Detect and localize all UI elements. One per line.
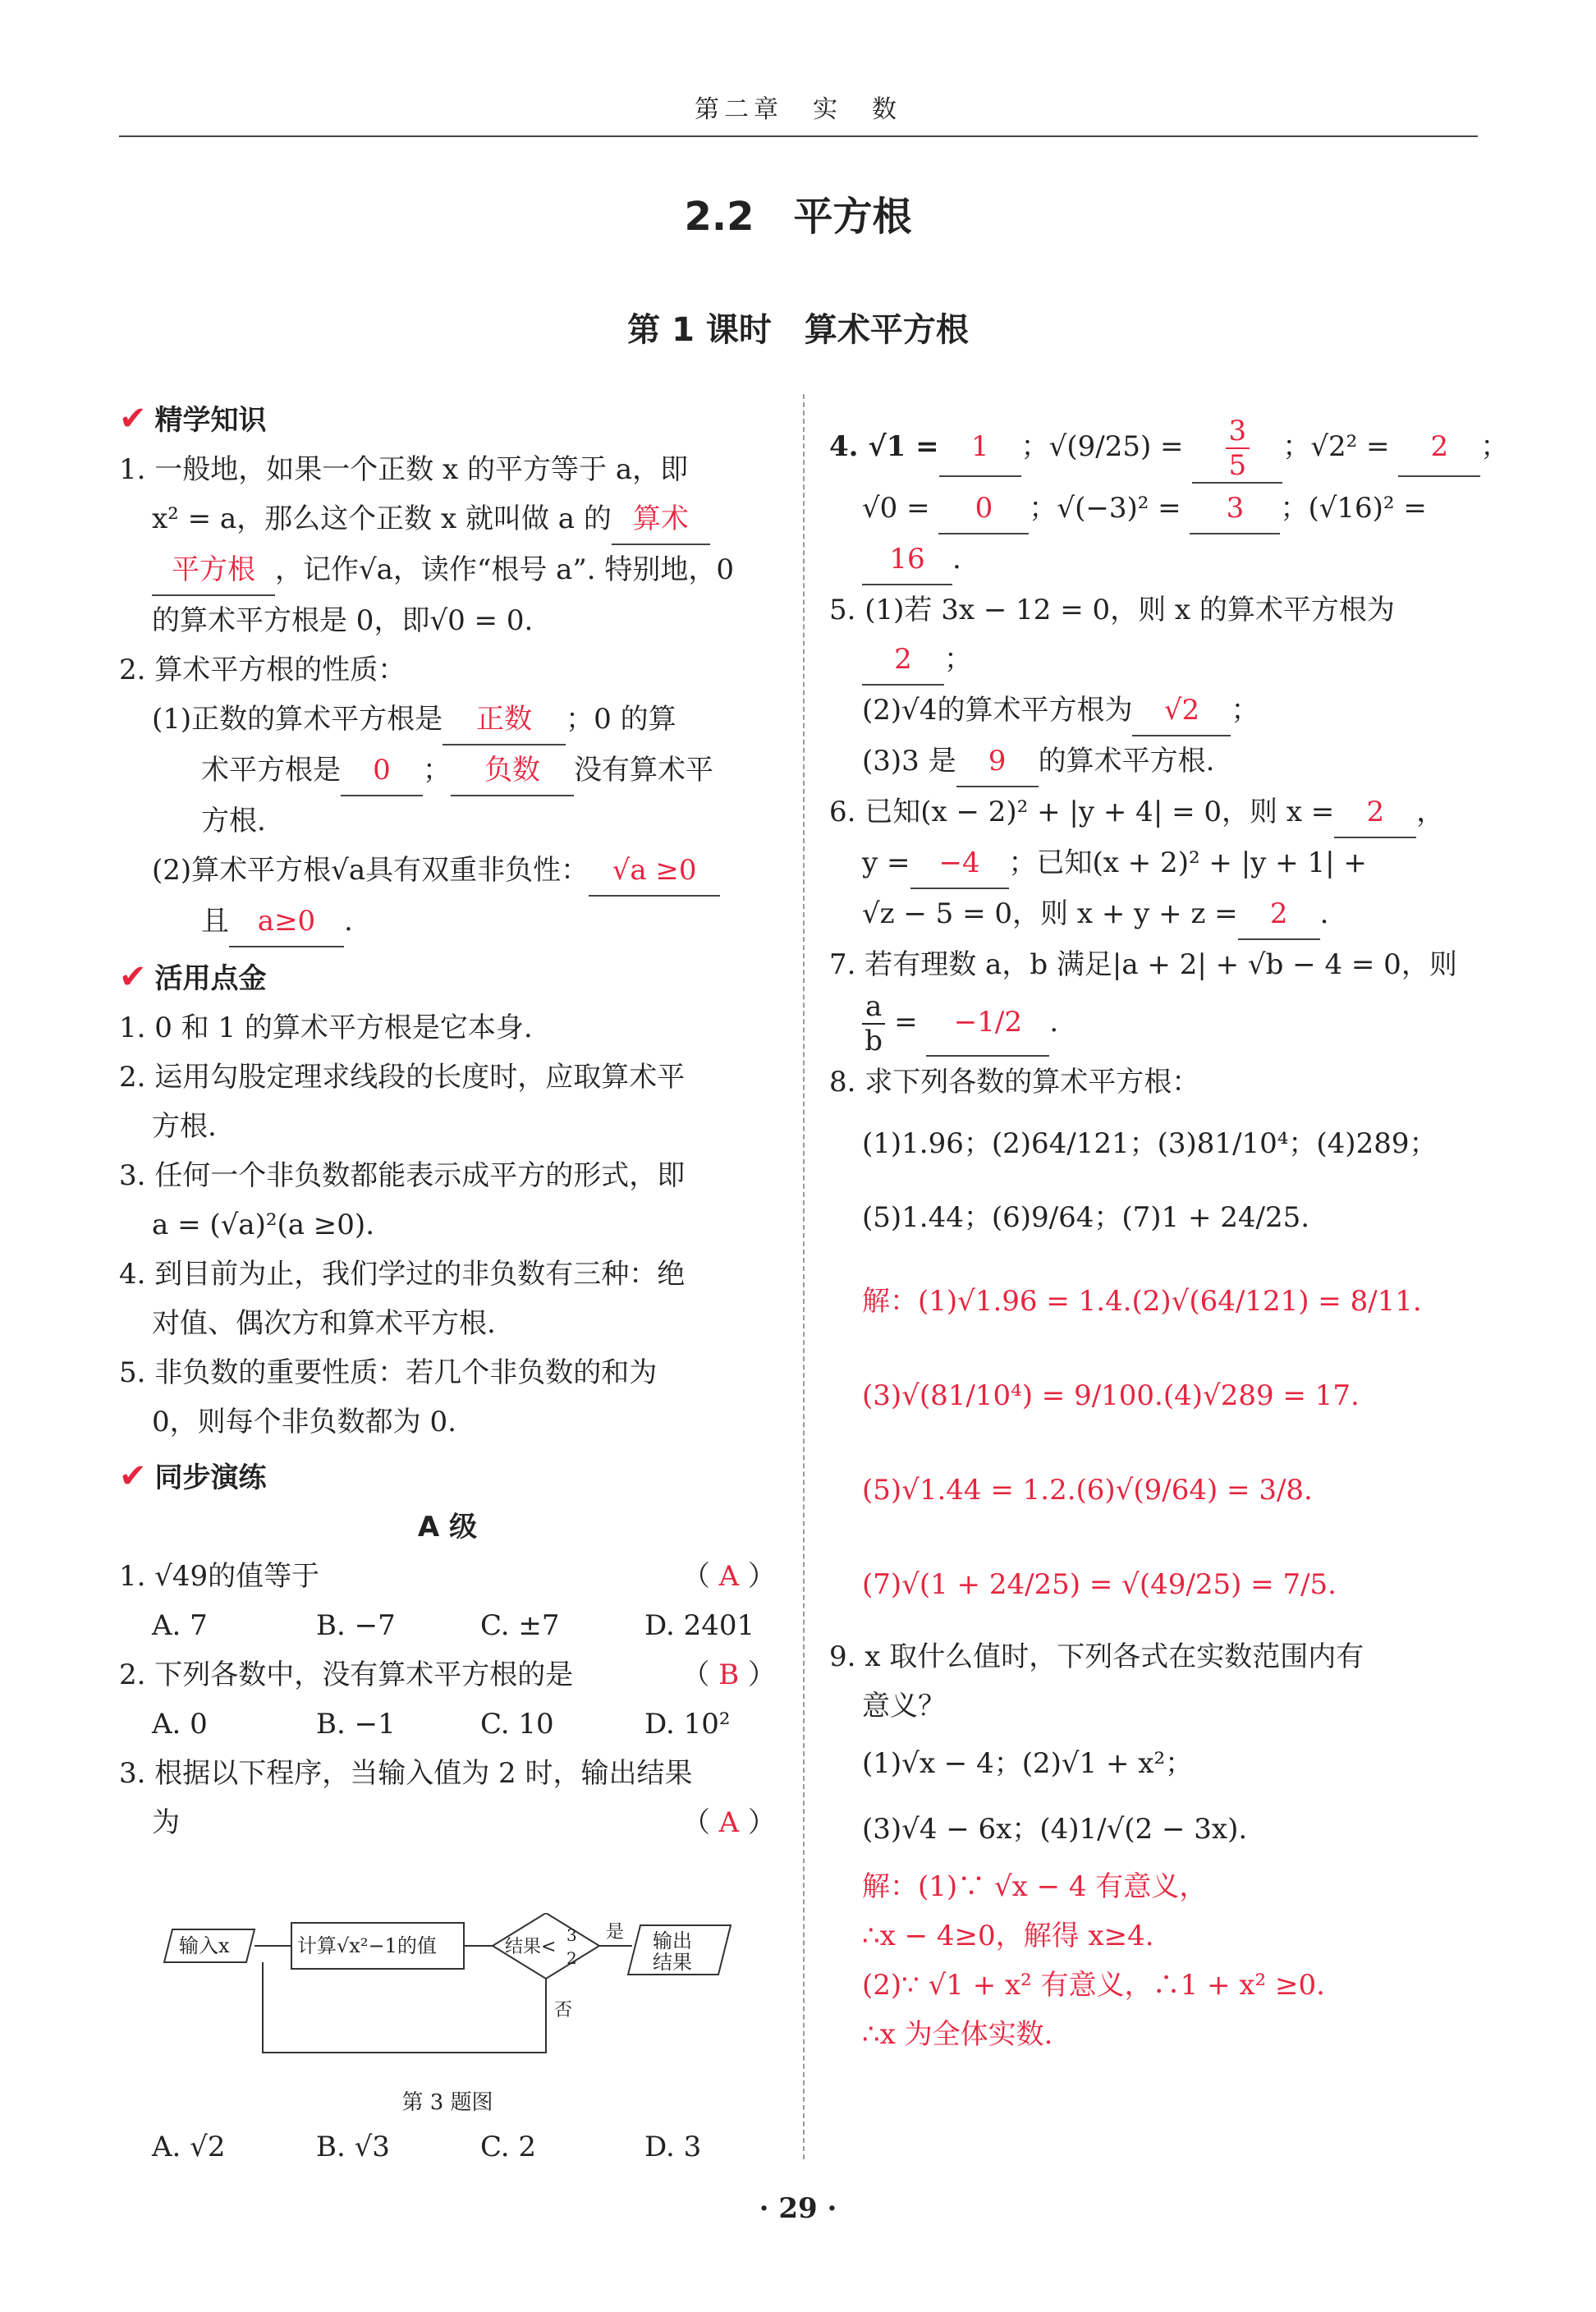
option: D. 2401: [644, 1609, 755, 1642]
question-1-options: [119, 1601, 776, 1650]
answer-choice: A: [718, 1806, 740, 1839]
question-5c: (3)3 是 9 的算术平方根.: [829, 736, 1486, 787]
answer-blank: 1: [939, 418, 1021, 477]
answer-blank: 2: [1398, 418, 1480, 477]
knowledge-2-title: 2. 算术平方根的性质：: [119, 654, 406, 686]
knowledge-2-line-c: 术平方根是 0 ； 负数 没有算术平: [119, 745, 776, 796]
answer-blank: 负数: [451, 745, 574, 796]
tip-1: 1. 0 和 1 的算术平方根是它本身.: [119, 1012, 533, 1044]
column-divider: [803, 394, 805, 2159]
answer-blank: a≥0: [229, 897, 344, 947]
question-9d: (3)√4 − 6x；(4)1/√(2 − 3x).: [862, 1813, 1248, 1846]
tip-2a: 2. 运用勾股定理求线段的长度时，应取算术平: [119, 1061, 686, 1094]
question-9b: 意义？: [862, 1690, 946, 1723]
check-icon: ✔: [119, 400, 147, 438]
answer-blank: 16: [862, 534, 952, 585]
knowledge-2-line-d: 方根.: [201, 805, 266, 837]
tip-2b: 方根.: [152, 1110, 217, 1143]
question-4-line-2: √0 = 0 ；√(−3)² = 3 ；(√16)² =: [829, 484, 1486, 534]
left-column: [119, 394, 776, 1847]
option: D. 10²: [644, 1708, 731, 1741]
question-1: 1. √49的值等于 （ A ）: [119, 1560, 776, 1593]
question-6c: √z − 5 = 0，则 x + y + z = 2 .: [829, 889, 1486, 940]
answer-blank: 算术: [612, 494, 710, 545]
answer-choice: A: [718, 1560, 740, 1593]
knowledge-1-line-b: x² = a，那么这个正数 x 就叫做 a 的 算术: [119, 494, 776, 545]
lesson-subtitle: 第 1 课时 算术平方根: [627, 311, 969, 349]
section-title: 2.2 平方根: [684, 194, 912, 240]
knowledge-1-line-c: 平方根 ，记作√a，读作“根号 a”. 特别地，0: [119, 545, 776, 596]
question-3-options: [152, 2122, 776, 2172]
tip-3a: 3. 任何一个非负数都能表示成平方的形式，即: [119, 1159, 686, 1192]
option: B. √3: [316, 2131, 390, 2163]
section-heading-knowledge: ✔ 精学知识: [119, 400, 267, 438]
solution-9-line-4: ∴x 为全体实数.: [862, 2018, 1053, 2051]
check-icon: ✔: [119, 1457, 147, 1495]
flowchart-diagram: [156, 1913, 780, 2077]
question-9a: 9. x 取什么值时，下列各式在实数范围内有: [829, 1640, 1364, 1673]
question-8-items-1: (1)1.96；(2)64/121；(3)81/10⁴；(4)289；: [862, 1127, 1438, 1160]
option: C. 10: [480, 1708, 554, 1741]
flow-yes-label: 是: [606, 1922, 625, 1943]
question-3a: 3. 根据以下程序，当输入值为 2 时，输出结果: [119, 1757, 693, 1790]
tip-3b: a = (√a)²(a ≥0).: [152, 1209, 375, 1241]
question-5a: 5. (1)若 3x − 12 = 0，则 x 的算术平方根为: [829, 594, 1395, 626]
solution-8-line-1: 解：(1)√1.96 = 1.4.(2)√(64/121) = 8/11.: [862, 1285, 1422, 1318]
knowledge-1-line-d: 的算术平方根是 0，即√0 = 0.: [152, 604, 534, 637]
question-7: 7. 若有理数 a，b 满足|a + 2| + √b − 4 = 0，则: [829, 948, 1457, 981]
option: B. −7: [316, 1609, 396, 1642]
knowledge-2-line-b: (1)正数的算术平方根是 正数 ；0 的算: [119, 695, 776, 745]
solution-8-line-4: (7)√(1 + 24/25) = √(49/25) = 7/5.: [862, 1568, 1337, 1601]
option: B. −1: [316, 1708, 396, 1741]
level-label: A 级: [417, 1511, 478, 1544]
solution-9-line-1: 解：(1)∵ √x − 4 有意义，: [862, 1870, 1208, 1903]
answer-blank: 3: [1190, 484, 1280, 534]
chapter-header: 第二章 实 数: [695, 95, 901, 124]
question-8: 8. 求下列各数的算术平方根：: [829, 1066, 1200, 1099]
question-5a-answer: 2 ；: [829, 635, 1486, 686]
answer-blank: −1/2: [926, 989, 1049, 1057]
solution-9-line-2: ∴x − 4≥0，解得 x≥4.: [862, 1920, 1154, 1952]
check-icon: ✔: [119, 958, 147, 996]
page-number: · 29 ·: [759, 2192, 837, 2225]
tip-4a: 4. 到目前为止，我们学过的非负数有三种：绝: [119, 1258, 686, 1291]
answer-blank: 2: [1334, 787, 1416, 838]
question-7-answer: $\frac{a}{b}$ = −1/2 .: [829, 989, 1486, 1057]
solution-9-line-3: (2)∵ √1 + x² 有意义，∴1 + x² ≥0.: [862, 1969, 1325, 2002]
question-6b: y = −4 ；已知(x + 2)² + |y + 1| +: [829, 838, 1486, 889]
answer-blank: 9: [956, 736, 1039, 787]
flow-output-label-1: 输出: [653, 1929, 692, 1952]
question-2: 2. 下列各数中，没有算术平方根的是 （ B ）: [119, 1658, 776, 1691]
solution-8-line-2: (3)√(81/10⁴) = 9/100.(4)√289 = 17.: [862, 1379, 1360, 1412]
tip-5a: 5. 非负数的重要性质：若几个非负数的和为: [119, 1356, 658, 1389]
answer-blank: 平方根: [152, 545, 275, 596]
answer-blank: $\frac{3}{5}$: [1192, 415, 1282, 484]
solution-8-line-3: (5)√1.44 = 1.2.(6)√(9/64) = 3/8.: [862, 1474, 1313, 1507]
answer-blank: √a ≥0: [589, 846, 720, 897]
knowledge-2-line-f: 且 a≥0 .: [119, 897, 776, 947]
option: A. 7: [152, 1609, 208, 1642]
answer-blank: 正数: [443, 695, 566, 745]
flow-no-label: 否: [554, 2000, 573, 2021]
question-4-line-3: 16 .: [829, 534, 1486, 585]
question-6a: 6. 已知(x − 2)² + |y + 4| = 0，则 x = 2 ，: [829, 787, 1486, 838]
flow-calc-label: 计算√x²−1的值: [297, 1934, 437, 1957]
answer-blank: 2: [1238, 889, 1320, 940]
header-rule: [119, 135, 1478, 137]
option: C. ±7: [480, 1609, 560, 1642]
answer-blank: −4: [910, 838, 1009, 889]
knowledge-2-line-e: (2)算术平方根√a具有双重非负性： √a ≥0: [119, 846, 776, 897]
tip-5b: 0，则每个非负数都为 0.: [152, 1406, 456, 1438]
flow-cond-num: 3: [566, 1925, 577, 1945]
answer-blank: 0: [938, 484, 1029, 534]
question-5b: (2)√4的算术平方根为 √2 ；: [829, 686, 1486, 736]
answer-blank: 0: [341, 745, 423, 796]
option: C. 2: [480, 2131, 537, 2163]
question-8-items-2: (5)1.44；(6)9/64；(7)1 + 24/25.: [862, 1201, 1310, 1234]
option: A. 0: [152, 1708, 208, 1741]
answer-blank: √2: [1132, 686, 1231, 736]
section-heading-tips: ✔ 活用点金: [119, 958, 267, 996]
answer-choice: B: [718, 1658, 740, 1691]
question-4-line-1: 4. √1 = 1 ；√(9/25) = $\frac{3}{5}$ ；√2² = 2 ；: [829, 415, 1509, 482]
flow-cond-label: 结果<: [505, 1937, 557, 1957]
question-2-options: [119, 1700, 776, 1749]
tip-4b: 对值、偶次方和算术平方根.: [152, 1307, 496, 1340]
answer-blank: 2: [862, 635, 944, 686]
flow-input-label: 输入x: [179, 1934, 230, 1957]
question-3b: 为 （ A ）: [152, 1806, 776, 1839]
section-heading-practice: ✔ 同步演练: [119, 1457, 267, 1495]
option: A. √2: [152, 2131, 226, 2163]
flow-cond-den: 2: [566, 1948, 577, 1968]
figure-caption: 第 3 题图: [401, 2090, 493, 2115]
right-column: [829, 415, 1509, 2059]
option: D. 3: [644, 2131, 702, 2163]
flow-output-label-2: 结果: [653, 1951, 692, 1974]
knowledge-1-line-a: 1. 一般地，如果一个正数 x 的平方等于 a，即: [119, 453, 689, 486]
question-9c: (1)√x − 4；(2)√1 + x²；: [862, 1747, 1194, 1780]
